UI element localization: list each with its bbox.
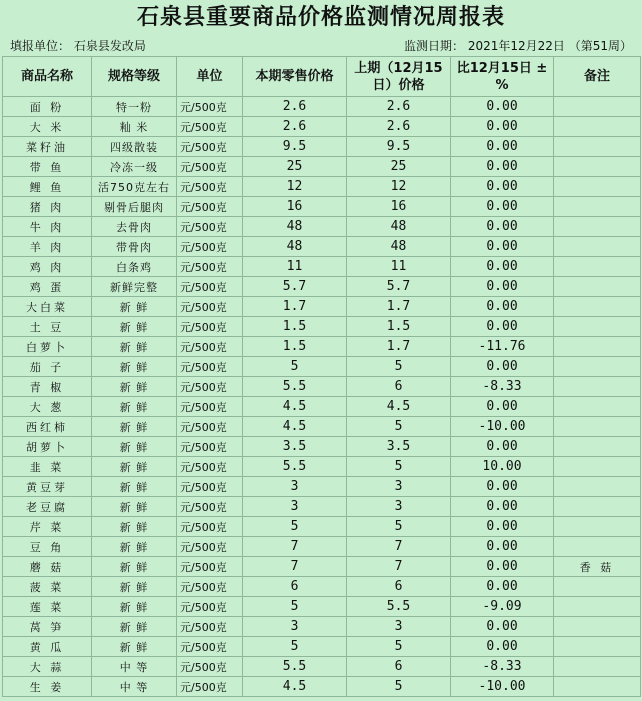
previous-price-cell: 4.5	[347, 397, 451, 417]
unit-cell: 元/500克	[177, 397, 243, 417]
table-row	[3, 617, 641, 637]
previous-price-cell: 3	[347, 497, 451, 517]
table-row	[3, 197, 641, 217]
previous-price-cell: 6	[347, 657, 451, 677]
commodity-name-cell: 青 椒	[3, 377, 92, 397]
current-price-cell: 5	[243, 517, 347, 537]
spec-grade-cell: 新 鲜	[92, 637, 177, 657]
table-row	[3, 497, 641, 517]
unit-cell: 元/500克	[177, 657, 243, 677]
current-price-cell: 7	[243, 537, 347, 557]
previous-price-cell: 5.7	[347, 277, 451, 297]
header-note: 备注	[554, 57, 641, 97]
previous-price-cell: 7	[347, 537, 451, 557]
unit-cell: 元/500克	[177, 217, 243, 237]
commodity-name-cell: 大 米	[3, 117, 92, 137]
unit-cell: 元/500克	[177, 417, 243, 437]
table-row	[3, 517, 641, 537]
unit-cell: 元/500克	[177, 477, 243, 497]
change-percent-cell: 0.00	[451, 297, 554, 317]
current-price-cell: 5	[243, 357, 347, 377]
unit-cell: 元/500克	[177, 317, 243, 337]
commodity-name-cell: 西红柿	[3, 417, 92, 437]
previous-price-cell: 9.5	[347, 137, 451, 157]
change-percent-cell: 0.00	[451, 517, 554, 537]
table-row	[3, 377, 641, 397]
spec-grade-cell: 籼 米	[92, 117, 177, 137]
note-cell	[554, 397, 641, 417]
spec-grade-cell: 新 鲜	[92, 437, 177, 457]
note-cell	[554, 217, 641, 237]
table-row	[3, 637, 641, 657]
unit-cell: 元/500克	[177, 157, 243, 177]
table-row	[3, 117, 641, 137]
current-price-cell: 2.6	[243, 117, 347, 137]
note-cell	[554, 277, 641, 297]
spec-grade-cell: 新鲜完整	[92, 277, 177, 297]
note-cell	[554, 537, 641, 557]
table-row	[3, 597, 641, 617]
table-row	[3, 277, 641, 297]
commodity-name-cell: 黄豆芽	[3, 477, 92, 497]
note-cell	[554, 517, 641, 537]
spec-grade-cell: 新 鲜	[92, 537, 177, 557]
spec-grade-cell: 新 鲜	[92, 417, 177, 437]
report-meta	[0, 36, 642, 56]
spec-grade-cell: 冷冻一级	[92, 157, 177, 177]
spec-grade-cell: 新 鲜	[92, 397, 177, 417]
previous-price-cell: 48	[347, 237, 451, 257]
current-price-cell: 7	[243, 557, 347, 577]
change-percent-cell: 0.00	[451, 317, 554, 337]
change-percent-cell: 10.00	[451, 457, 554, 477]
change-percent-cell: 0.00	[451, 277, 554, 297]
spec-grade-cell: 带骨肉	[92, 237, 177, 257]
table-row	[3, 417, 641, 437]
note-cell	[554, 617, 641, 637]
previous-price-cell: 1.7	[347, 337, 451, 357]
note-cell	[554, 157, 641, 177]
note-cell	[554, 197, 641, 217]
note-cell	[554, 477, 641, 497]
unit-cell: 元/500克	[177, 117, 243, 137]
note-cell	[554, 577, 641, 597]
unit-cell: 元/500克	[177, 197, 243, 217]
current-price-cell: 6	[243, 577, 347, 597]
note-cell	[554, 677, 641, 697]
change-percent-cell: -11.76	[451, 337, 554, 357]
change-percent-cell: 0.00	[451, 357, 554, 377]
commodity-name-cell: 莲 菜	[3, 597, 92, 617]
change-percent-cell: -10.00	[451, 677, 554, 697]
commodity-name-cell: 韭 菜	[3, 457, 92, 477]
header-current-price: 本期零售价格	[243, 57, 347, 97]
note-cell	[554, 457, 641, 477]
current-price-cell: 5	[243, 597, 347, 617]
spec-grade-cell: 新 鲜	[92, 337, 177, 357]
note-cell	[554, 177, 641, 197]
table-row	[3, 657, 641, 677]
current-price-cell: 5	[243, 637, 347, 657]
table-body	[3, 97, 641, 697]
previous-price-cell: 1.7	[347, 297, 451, 317]
current-price-cell: 12	[243, 177, 347, 197]
unit-cell: 元/500克	[177, 137, 243, 157]
commodity-name-cell: 茄 子	[3, 357, 92, 377]
table-row	[3, 457, 641, 477]
table-row	[3, 537, 641, 557]
change-percent-cell: 0.00	[451, 477, 554, 497]
change-percent-cell: 0.00	[451, 157, 554, 177]
unit-cell: 元/500克	[177, 257, 243, 277]
commodity-name-cell: 菠 菜	[3, 577, 92, 597]
previous-price-cell: 5	[347, 517, 451, 537]
spec-grade-cell: 新 鲜	[92, 477, 177, 497]
unit-cell: 元/500克	[177, 457, 243, 477]
current-price-cell: 48	[243, 237, 347, 257]
commodity-name-cell: 白萝卜	[3, 337, 92, 357]
spec-grade-cell: 四级散装	[92, 137, 177, 157]
table-row	[3, 357, 641, 377]
header-change: 比12月15日 ± %	[451, 57, 554, 97]
table-row	[3, 257, 641, 277]
unit-cell: 元/500克	[177, 377, 243, 397]
change-percent-cell: 0.00	[451, 437, 554, 457]
spec-grade-cell: 新 鲜	[92, 517, 177, 537]
spec-grade-cell: 新 鲜	[92, 597, 177, 617]
current-price-cell: 4.5	[243, 677, 347, 697]
note-cell	[554, 597, 641, 617]
commodity-name-cell: 莴 笋	[3, 617, 92, 637]
previous-price-cell: 5	[347, 677, 451, 697]
current-price-cell: 48	[243, 217, 347, 237]
current-price-cell: 11	[243, 257, 347, 277]
change-percent-cell: -9.09	[451, 597, 554, 617]
commodity-name-cell: 面 粉	[3, 97, 92, 117]
unit-cell: 元/500克	[177, 177, 243, 197]
note-cell	[554, 437, 641, 457]
spec-grade-cell: 新 鲜	[92, 497, 177, 517]
current-price-cell: 5.5	[243, 377, 347, 397]
table-row	[3, 557, 641, 577]
current-price-cell: 5.5	[243, 457, 347, 477]
table-row	[3, 157, 641, 177]
current-price-cell: 16	[243, 197, 347, 217]
change-percent-cell: 0.00	[451, 557, 554, 577]
spec-grade-cell: 新 鲜	[92, 617, 177, 637]
table-row	[3, 577, 641, 597]
current-price-cell: 25	[243, 157, 347, 177]
spec-grade-cell: 去骨肉	[92, 217, 177, 237]
previous-price-cell: 6	[347, 377, 451, 397]
current-price-cell: 3	[243, 497, 347, 517]
current-price-cell: 1.5	[243, 337, 347, 357]
table-row	[3, 397, 641, 417]
change-percent-cell: 0.00	[451, 497, 554, 517]
current-price-cell: 5.5	[243, 657, 347, 677]
commodity-name-cell: 蘑 菇	[3, 557, 92, 577]
header-previous-price: 上期（12月15日）价格	[347, 57, 451, 97]
previous-price-cell: 3.5	[347, 437, 451, 457]
change-percent-cell: -8.33	[451, 657, 554, 677]
spec-grade-cell: 新 鲜	[92, 557, 177, 577]
reporting-unit: 填报单位： 石泉县发改局	[10, 39, 146, 53]
table-row	[3, 237, 641, 257]
note-cell	[554, 257, 641, 277]
change-percent-cell: 0.00	[451, 257, 554, 277]
table-row	[3, 217, 641, 237]
previous-price-cell: 5.5	[347, 597, 451, 617]
report-title: 石泉县重要商品价格监测情况周报表	[136, 4, 505, 30]
previous-price-cell: 6	[347, 577, 451, 597]
previous-price-cell: 2.6	[347, 117, 451, 137]
commodity-name-cell: 豆 角	[3, 537, 92, 557]
previous-price-cell: 48	[347, 217, 451, 237]
change-percent-cell: 0.00	[451, 237, 554, 257]
commodity-name-cell: 土 豆	[3, 317, 92, 337]
commodity-name-cell: 老豆腐	[3, 497, 92, 517]
change-percent-cell: 0.00	[451, 197, 554, 217]
commodity-name-cell: 鸡 肉	[3, 257, 92, 277]
current-price-cell: 1.5	[243, 317, 347, 337]
note-cell	[554, 137, 641, 157]
commodity-name-cell: 芹 菜	[3, 517, 92, 537]
note-cell	[554, 297, 641, 317]
change-percent-cell: 0.00	[451, 577, 554, 597]
note-cell	[554, 337, 641, 357]
commodity-name-cell: 鲤 鱼	[3, 177, 92, 197]
spec-grade-cell: 白条鸡	[92, 257, 177, 277]
unit-cell: 元/500克	[177, 557, 243, 577]
change-percent-cell: -8.33	[451, 377, 554, 397]
header-spec: 规格等级	[92, 57, 177, 97]
spec-grade-cell: 新 鲜	[92, 297, 177, 317]
table-row	[3, 317, 641, 337]
table-row	[3, 437, 641, 457]
note-cell	[554, 117, 641, 137]
current-price-cell: 4.5	[243, 417, 347, 437]
commodity-name-cell: 生 姜	[3, 677, 92, 697]
header-name: 商品名称	[3, 57, 92, 97]
previous-price-cell: 12	[347, 177, 451, 197]
unit-cell: 元/500克	[177, 437, 243, 457]
current-price-cell: 5.7	[243, 277, 347, 297]
commodity-name-cell: 带 鱼	[3, 157, 92, 177]
spec-grade-cell: 新 鲜	[92, 457, 177, 477]
unit-cell: 元/500克	[177, 577, 243, 597]
table-row	[3, 97, 641, 117]
previous-price-cell: 1.5	[347, 317, 451, 337]
spec-grade-cell: 中 等	[92, 677, 177, 697]
note-cell	[554, 97, 641, 117]
table-row	[3, 137, 641, 157]
change-percent-cell: 0.00	[451, 397, 554, 417]
commodity-name-cell: 大白菜	[3, 297, 92, 317]
unit-cell: 元/500克	[177, 97, 243, 117]
note-cell	[554, 317, 641, 337]
unit-cell: 元/500克	[177, 357, 243, 377]
table-header-row	[3, 57, 641, 97]
change-percent-cell: 0.00	[451, 137, 554, 157]
unit-cell: 元/500克	[177, 617, 243, 637]
change-percent-cell: 0.00	[451, 637, 554, 657]
spec-grade-cell: 活750克左右	[92, 177, 177, 197]
table-row	[3, 297, 641, 317]
current-price-cell: 3.5	[243, 437, 347, 457]
unit-cell: 元/500克	[177, 637, 243, 657]
change-percent-cell: 0.00	[451, 617, 554, 637]
spec-grade-cell: 新 鲜	[92, 377, 177, 397]
previous-price-cell: 5	[347, 357, 451, 377]
previous-price-cell: 5	[347, 417, 451, 437]
previous-price-cell: 25	[347, 157, 451, 177]
unit-cell: 元/500克	[177, 517, 243, 537]
current-price-cell: 2.6	[243, 97, 347, 117]
previous-price-cell: 7	[347, 557, 451, 577]
note-cell	[554, 497, 641, 517]
note-cell	[554, 637, 641, 657]
note-cell	[554, 657, 641, 677]
previous-price-cell: 2.6	[347, 97, 451, 117]
current-price-cell: 3	[243, 617, 347, 637]
header-unit: 单位	[177, 57, 243, 97]
change-percent-cell: 0.00	[451, 537, 554, 557]
unit-cell: 元/500克	[177, 597, 243, 617]
spec-grade-cell: 中 等	[92, 657, 177, 677]
monitoring-date: 监测日期： 2021年12月22日 （第51周）	[404, 39, 632, 53]
current-price-cell: 1.7	[243, 297, 347, 317]
commodity-name-cell: 大 葱	[3, 397, 92, 417]
commodity-name-cell: 牛 肉	[3, 217, 92, 237]
current-price-cell: 3	[243, 477, 347, 497]
unit-cell: 元/500克	[177, 677, 243, 697]
unit-cell: 元/500克	[177, 297, 243, 317]
change-percent-cell: 0.00	[451, 217, 554, 237]
spec-grade-cell: 新 鲜	[92, 357, 177, 377]
note-cell	[554, 417, 641, 437]
price-table	[2, 56, 641, 697]
unit-cell: 元/500克	[177, 497, 243, 517]
unit-cell: 元/500克	[177, 237, 243, 257]
spec-grade-cell: 新 鲜	[92, 577, 177, 597]
change-percent-cell: 0.00	[451, 177, 554, 197]
previous-price-cell: 3	[347, 617, 451, 637]
current-price-cell: 4.5	[243, 397, 347, 417]
change-percent-cell: 0.00	[451, 117, 554, 137]
table-row	[3, 177, 641, 197]
unit-cell: 元/500克	[177, 337, 243, 357]
note-cell	[554, 377, 641, 397]
commodity-name-cell: 猪 肉	[3, 197, 92, 217]
current-price-cell: 9.5	[243, 137, 347, 157]
spec-grade-cell: 新 鲜	[92, 317, 177, 337]
table-row	[3, 477, 641, 497]
note-cell	[554, 237, 641, 257]
unit-cell: 元/500克	[177, 537, 243, 557]
spec-grade-cell: 剔骨后腿肉	[92, 197, 177, 217]
previous-price-cell: 5	[347, 637, 451, 657]
previous-price-cell: 3	[347, 477, 451, 497]
change-percent-cell: 0.00	[451, 97, 554, 117]
spec-grade-cell: 特一粉	[92, 97, 177, 117]
note-cell: 香 菇	[554, 557, 641, 577]
commodity-name-cell: 羊 肉	[3, 237, 92, 257]
commodity-name-cell: 大 蒜	[3, 657, 92, 677]
change-percent-cell: -10.00	[451, 417, 554, 437]
table-row	[3, 337, 641, 357]
table-row	[3, 677, 641, 697]
previous-price-cell: 11	[347, 257, 451, 277]
commodity-name-cell: 黄 瓜	[3, 637, 92, 657]
unit-cell: 元/500克	[177, 277, 243, 297]
commodity-name-cell: 鸡 蛋	[3, 277, 92, 297]
commodity-name-cell: 菜籽油	[3, 137, 92, 157]
note-cell	[554, 357, 641, 377]
previous-price-cell: 16	[347, 197, 451, 217]
previous-price-cell: 5	[347, 457, 451, 477]
commodity-name-cell: 胡萝卜	[3, 437, 92, 457]
